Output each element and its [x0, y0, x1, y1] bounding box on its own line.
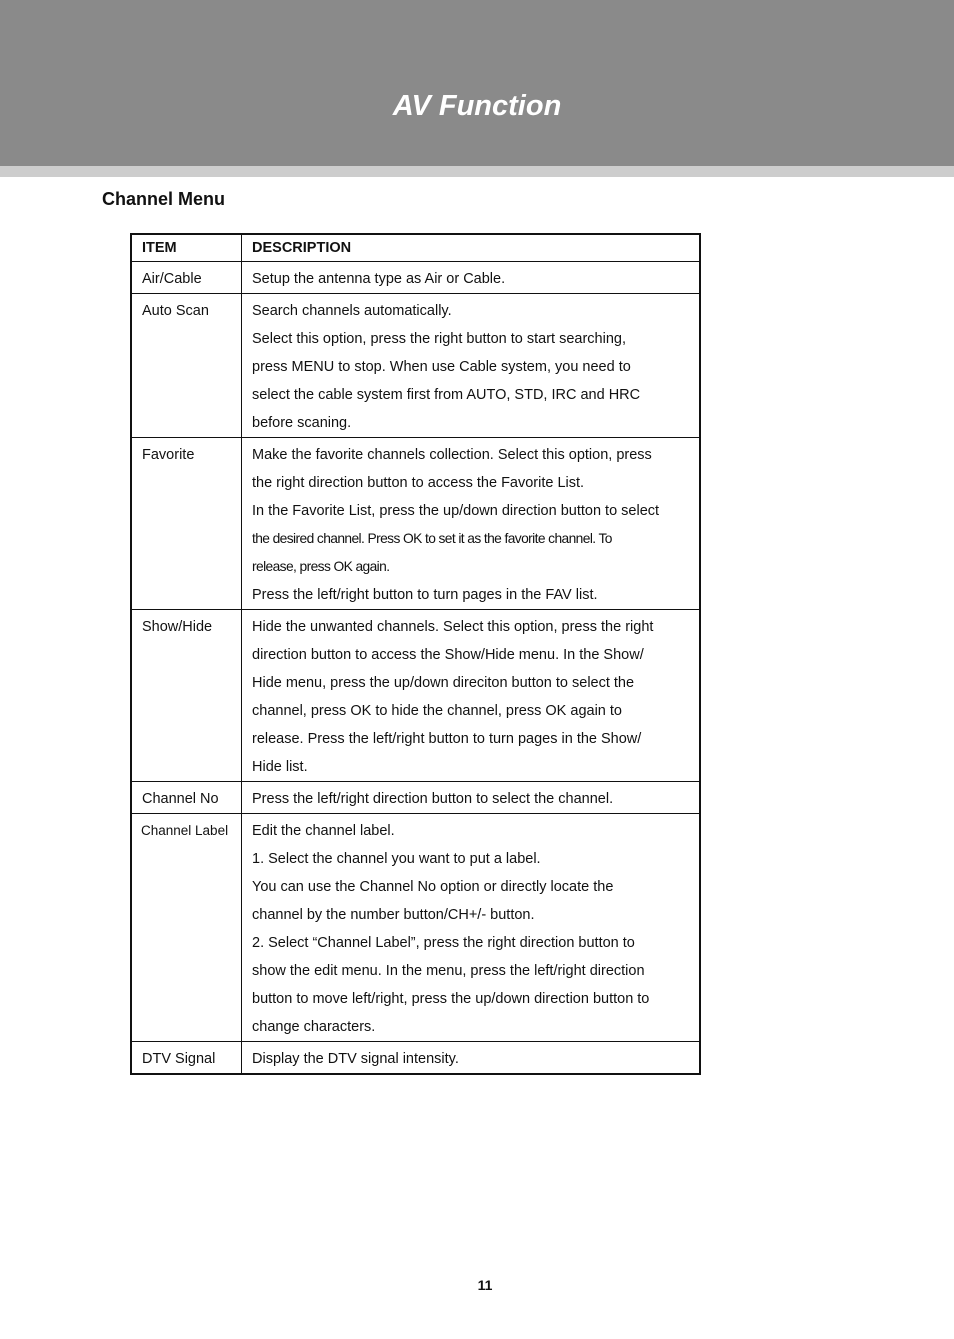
- description-line: Press the left/right button to turn pages in the FAV list.: [252, 587, 598, 603]
- description-line: before scaning.: [252, 415, 352, 431]
- description-line: Hide the unwanted channels. Select this option, press the right: [252, 619, 654, 635]
- description-line: select the cable system first from AUTO, STD, IRC and HRC: [252, 387, 641, 403]
- table-header-row: [131, 234, 700, 262]
- item-cell: Auto Scan: [131, 294, 242, 438]
- description-line: channel by the number button/CH+/- button.: [252, 907, 535, 923]
- description-line: Search channels automatically.: [252, 303, 452, 319]
- description-cell: [242, 438, 701, 610]
- header-divider: [0, 166, 954, 177]
- page-title: AV Function: [392, 90, 562, 122]
- description-line: 1. Select the channel you want to put a label.: [252, 851, 541, 867]
- item-cell: Favorite: [131, 438, 242, 610]
- description-line: show the edit menu. In the menu, press the left/right direction: [252, 963, 645, 979]
- description-cell: [242, 814, 701, 1042]
- description-cell: [242, 294, 701, 438]
- table-row: [131, 814, 700, 1042]
- description-cell: [242, 782, 701, 814]
- table-row: [131, 294, 700, 438]
- description-line: Setup the antenna type as Air or Cable.: [252, 271, 506, 287]
- item-cell: DTV Signal: [131, 1042, 242, 1075]
- description-line: release, press OK again.: [252, 559, 390, 574]
- header-banner: [0, 0, 954, 166]
- description-line: the right direction button to access the Favorite List.: [252, 475, 585, 491]
- description-line: the desired channel. Press OK to set it as the favorite channel. To: [252, 531, 612, 546]
- item-cell: Channel Label: [131, 814, 242, 1042]
- item-cell: Channel No: [131, 782, 242, 814]
- description-line: release. Press the left/right button to turn pages in the Show/: [252, 731, 642, 747]
- description-line: button to move left/right, press the up/down direction button to: [252, 991, 650, 1007]
- table-row: [131, 438, 700, 610]
- description-line: channel, press OK to hide the channel, press OK again to: [252, 703, 622, 719]
- description-line: press MENU to stop. When use Cable system, you need to: [252, 359, 631, 375]
- table-row: [131, 262, 700, 294]
- description-cell: [242, 262, 701, 294]
- item-cell: Air/Cable: [131, 262, 242, 294]
- table-row: [131, 782, 700, 814]
- description-line: 2. Select “Channel Label”, press the right direction button to: [252, 935, 635, 951]
- item-cell: Show/Hide: [131, 610, 242, 782]
- description-cell: [242, 1042, 701, 1075]
- description-line: change characters.: [252, 1019, 376, 1035]
- description-line: Select this option, press the right button to start searching,: [252, 331, 626, 347]
- table-row: [131, 610, 700, 782]
- description-line: Press the left/right direction button to select the channel.: [252, 791, 614, 807]
- description-cell: [242, 610, 701, 782]
- section-title: Channel Menu: [102, 189, 226, 209]
- column-header-description: DESCRIPTION: [242, 234, 701, 262]
- description-line: Hide menu, press the up/down direciton button to select the: [252, 675, 635, 691]
- description-line: Display the DTV signal intensity.: [252, 1051, 459, 1067]
- page-number: 11: [477, 1277, 493, 1293]
- description-line: direction button to access the Show/Hide menu. In the Show/: [252, 647, 644, 663]
- description-line: Make the favorite channels collection. Select this option, press: [252, 447, 652, 463]
- description-line: Hide list.: [252, 759, 308, 775]
- column-header-item: ITEM: [131, 234, 242, 262]
- description-line: Edit the channel label.: [252, 823, 395, 839]
- description-line: In the Favorite List, press the up/down direction button to select: [252, 503, 660, 519]
- channel-menu-table: [130, 233, 701, 1075]
- table-row: [131, 1042, 700, 1075]
- description-line: You can use the Channel No option or directly locate the: [252, 879, 614, 895]
